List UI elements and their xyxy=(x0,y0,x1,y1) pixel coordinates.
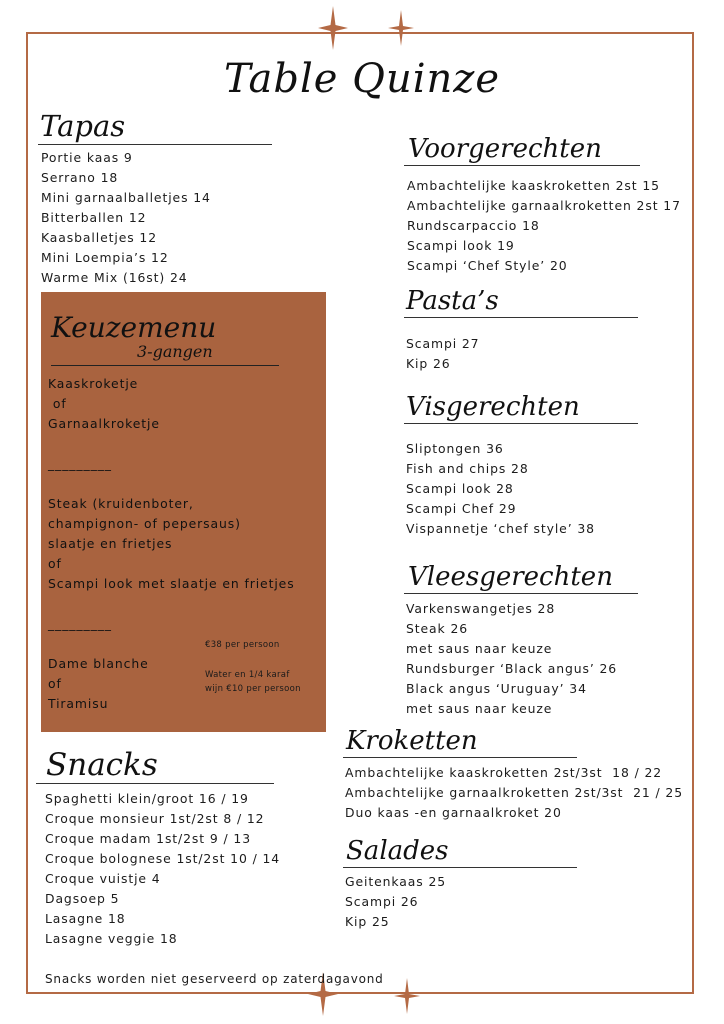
list-item: Lasagne veggie 18 xyxy=(45,931,178,946)
snacks-heading: Snacks xyxy=(46,747,158,783)
kroketten-heading: Kroketten xyxy=(346,726,478,756)
list-item: Duo kaas -en garnaalkroket 20 xyxy=(345,805,562,820)
menu-line: Steak (kruidenboter, xyxy=(48,496,194,511)
list-item: Rundsburger ‘Black angus’ 26 xyxy=(406,661,618,676)
list-item: Rundscarpaccio 18 xyxy=(407,218,540,233)
footer-note: Snacks worden niet geserveerd op zaterdagavond xyxy=(45,972,384,986)
kroketten-list xyxy=(345,763,683,823)
list-item: Steak 26 xyxy=(406,621,469,636)
list-item: Scampi ‘Chef Style’ 20 xyxy=(407,258,568,273)
list-item: Mini Loempia’s 12 xyxy=(41,250,169,265)
menu-drinks-note: Water en 1/4 karaf xyxy=(205,670,290,680)
list-item: Ambachtelijke kaaskroketten 2st/3st 18 / 22 xyxy=(345,765,663,780)
menu-line: slaatje en frietjes xyxy=(48,536,173,551)
list-item: Dagsoep 5 xyxy=(45,891,120,906)
menu-separator: _________ xyxy=(48,456,112,471)
list-item: Mini garnaalballetjes 14 xyxy=(41,190,211,205)
vleesgerechten-heading: Vleesgerechten xyxy=(408,562,613,592)
list-item: Scampi look 19 xyxy=(407,238,515,253)
visgerechten-divider xyxy=(404,423,638,424)
vleesgerechten-divider xyxy=(404,593,638,594)
menu-line: of xyxy=(48,676,62,691)
snacks-list xyxy=(45,789,280,949)
pastas-list xyxy=(406,334,479,374)
list-item: Bitterballen 12 xyxy=(41,210,147,225)
snacks-divider xyxy=(36,783,274,784)
menu-drinks-note: wijn €10 per persoon xyxy=(205,684,301,694)
list-item: Portie kaas 9 xyxy=(41,150,133,165)
menu-price: €38 per persoon xyxy=(205,640,280,650)
list-item: Spaghetti klein/groot 16 / 19 xyxy=(45,791,249,806)
salades-divider xyxy=(343,867,577,868)
list-item: Kip 25 xyxy=(345,914,390,929)
menu-line: of xyxy=(48,396,67,411)
menu-line: champignon- of pepersaus) xyxy=(48,516,241,531)
tapas-heading: Tapas xyxy=(40,109,126,143)
list-item: Scampi look 28 xyxy=(406,481,514,496)
list-item: Kaasballetjes 12 xyxy=(41,230,157,245)
menu-line: Scampi look met slaatje en frietjes xyxy=(48,576,295,591)
list-item: Black angus ‘Uruguay’ 34 xyxy=(406,681,587,696)
voorgerechten-divider xyxy=(404,165,640,166)
vleesgerechten-list xyxy=(406,599,617,719)
page-title: Table Quinze xyxy=(223,56,501,102)
sparkle-icon xyxy=(318,6,348,50)
list-item: Serrano 18 xyxy=(41,170,119,185)
list-item: Sliptongen 36 xyxy=(406,441,504,456)
list-item: Ambachtelijke garnaalkroketten 2st/3st 21 / 25 xyxy=(345,785,683,800)
kroketten-divider xyxy=(343,757,577,758)
sparkle-icon xyxy=(394,978,420,1014)
visgerechten-heading: Visgerechten xyxy=(406,392,580,422)
list-item: Vispannetje ‘chef style’ 38 xyxy=(406,521,595,536)
keuzemenu-subtitle: 3-gangen xyxy=(137,342,213,361)
list-item: Geitenkaas 25 xyxy=(345,874,447,889)
list-item: Croque vuistje 4 xyxy=(45,871,161,886)
pastas-divider xyxy=(404,317,638,318)
list-item: Croque madam 1st/2st 9 / 13 xyxy=(45,831,251,846)
menu-line: Dame blanche xyxy=(48,656,149,671)
menu-separator: _________ xyxy=(48,616,112,631)
list-item: Fish and chips 28 xyxy=(406,461,529,476)
keuzemenu-heading: Keuzemenu xyxy=(51,311,217,344)
menu-line: Garnaalkroketje xyxy=(48,416,160,431)
list-item: Kip 26 xyxy=(406,356,451,371)
list-item: met saus naar keuze xyxy=(406,641,553,656)
pastas-heading: Pasta’s xyxy=(406,286,499,316)
menu-line: Tiramisu xyxy=(48,696,109,711)
tapas-list xyxy=(41,148,211,288)
sparkle-icon xyxy=(388,10,414,46)
list-item: Lasagne 18 xyxy=(45,911,126,926)
tapas-divider xyxy=(38,144,272,145)
list-item: Scampi 26 xyxy=(345,894,419,909)
salades-list xyxy=(345,872,446,932)
keuzemenu-divider xyxy=(51,365,279,366)
menu-line: Kaaskroketje xyxy=(48,376,139,391)
list-item: met saus naar keuze xyxy=(406,701,553,716)
keuzemenu-box xyxy=(41,292,326,732)
list-item: Croque monsieur 1st/2st 8 / 12 xyxy=(45,811,265,826)
list-item: Scampi 27 xyxy=(406,336,480,351)
voorgerechten-list xyxy=(407,176,681,276)
list-item: Scampi Chef 29 xyxy=(406,501,517,516)
voorgerechten-heading: Voorgerechten xyxy=(408,134,602,164)
menu-line: of xyxy=(48,556,62,571)
list-item: Varkenswangetjes 28 xyxy=(406,601,556,616)
visgerechten-list xyxy=(406,439,595,539)
list-item: Ambachtelijke kaaskroketten 2st 15 xyxy=(407,178,660,193)
list-item: Croque bolognese 1st/2st 10 / 14 xyxy=(45,851,281,866)
list-item: Warme Mix (16st) 24 xyxy=(41,270,188,285)
list-item: Ambachtelijke garnaalkroketten 2st 17 xyxy=(407,198,681,213)
salades-heading: Salades xyxy=(346,836,449,866)
